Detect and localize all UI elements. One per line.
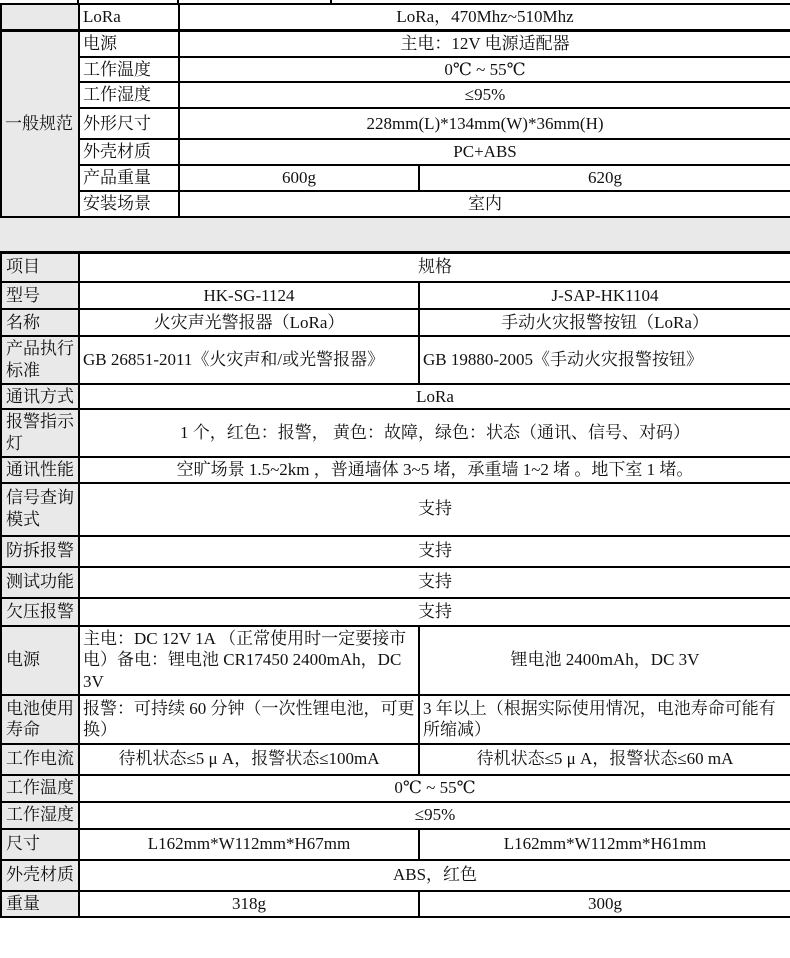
- section-label-general: 一般规范: [1, 30, 79, 216]
- row-label-outer-size: 外形尺寸: [79, 108, 179, 139]
- row-label-shell-material-2: 外壳材质: [1, 860, 79, 891]
- row-label-test-func: 测试功能: [1, 567, 79, 598]
- value-dimensions-left: L162mm*W112mm*H67mm: [79, 829, 419, 860]
- row-label-work-temp: 工作温度: [1, 775, 79, 802]
- row-label-model: 型号: [1, 282, 79, 309]
- value-model-right: J-SAP-HK1104: [419, 282, 790, 309]
- value-shell-material-2: ABS，红色: [79, 860, 790, 891]
- value-lora: LoRa，470Mhz~510Mhz: [179, 4, 790, 30]
- cropped-row-border-stubs: [0, 0, 790, 3]
- value-name-right: 手动火灾报警按钮（LoRa）: [419, 309, 790, 336]
- table-row-shell-material-2: [1, 860, 790, 891]
- value-standard-right: GB 19880-2005《手动火灾报警按钮》: [419, 336, 790, 384]
- table-row-work-temp: [1, 775, 790, 802]
- column-header-spec: 规格: [79, 252, 790, 282]
- table-row-comm-mode: [1, 384, 790, 410]
- value-current-left: 待机状态≤5 μ A，报警状态≤100mA: [79, 744, 419, 775]
- table-row-dimensions: [1, 829, 790, 860]
- table-row-weight: [1, 891, 790, 917]
- row-label-power: 电源: [79, 30, 179, 56]
- row-label-standard: 产品执行标准: [1, 336, 79, 384]
- table-row-operating-humidity: [1, 82, 790, 108]
- row-label-comm-perf: 通讯性能: [1, 457, 79, 483]
- value-signal-query: 支持: [79, 483, 790, 536]
- row-label-name: 名称: [1, 309, 79, 336]
- value-dimensions-right: L162mm*W112mm*H61mm: [419, 829, 790, 860]
- value-product-weight-right: 620g: [419, 165, 790, 191]
- value-battery-life-left: 报警：可持续 60 分钟（一次性锂电池，可更换）: [79, 695, 419, 744]
- value-operating-humidity: ≤95%: [179, 82, 790, 108]
- table-row-work-humidity: [1, 802, 790, 829]
- table-row-lora: [1, 4, 790, 30]
- table-row-current: [1, 744, 790, 775]
- value-outer-size: 228mm(L)*134mm(W)*36mm(H): [179, 108, 790, 139]
- table-row-header: [1, 252, 790, 282]
- row-label-power-supply: 电源: [1, 626, 79, 695]
- row-label-low-volt: 欠压报警: [1, 598, 79, 626]
- value-weight-left: 318g: [79, 891, 419, 917]
- table-row-power: [1, 30, 790, 56]
- table-row-standard: [1, 336, 790, 384]
- table-row-battery-life: [1, 695, 790, 744]
- value-current-right: 待机状态≤5 μ A，报警状态≤60 mA: [419, 744, 790, 775]
- table-row-low-volt: [1, 598, 790, 626]
- table-row-signal-query: [1, 483, 790, 536]
- item-spec-table: [0, 251, 790, 918]
- value-power-supply-left: 主电：DC 12V 1A （正常使用时一定要接市电）备电：锂电池 CR17450 2400mAh，DC 3V: [79, 626, 419, 695]
- table-row-indicator: [1, 409, 790, 457]
- general-spec-table: [0, 3, 790, 218]
- row-label-operating-temp: 工作温度: [79, 57, 179, 83]
- table-gap-band: [0, 218, 790, 251]
- column-header-item: 项目: [1, 252, 79, 282]
- value-name-left: 火灾声光警报器（LoRa）: [79, 309, 419, 336]
- value-product-weight-left: 600g: [179, 165, 419, 191]
- value-operating-temp: 0℃ ~ 55℃: [179, 57, 790, 83]
- value-comm-mode: LoRa: [79, 384, 790, 410]
- value-standard-left: GB 26851-2011《火灾声和/或光警报器》: [79, 336, 419, 384]
- value-battery-life-right: 3 年以上（根据实际使用情况，电池寿命可能有所缩减）: [419, 695, 790, 744]
- value-tamper: 支持: [79, 536, 790, 567]
- row-label-install-scene: 安装场景: [79, 191, 179, 217]
- row-label-work-humidity: 工作湿度: [1, 802, 79, 829]
- value-low-volt: 支持: [79, 598, 790, 626]
- table-row-model: [1, 282, 790, 309]
- value-model-left: HK-SG-1124: [79, 282, 419, 309]
- row-label-operating-humidity: 工作湿度: [79, 82, 179, 108]
- value-work-temp: 0℃ ~ 55℃: [79, 775, 790, 802]
- row-label-signal-query: 信号查询模式: [1, 483, 79, 536]
- table-row-test-func: [1, 567, 790, 598]
- row-label-lora: LoRa: [79, 4, 179, 30]
- value-power-supply-right: 锂电池 2400mAh，DC 3V: [419, 626, 790, 695]
- table-row-shell-material: [1, 139, 790, 165]
- row-label-dimensions: 尺寸: [1, 829, 79, 860]
- value-power: 主电：12V 电源适配器: [179, 30, 790, 56]
- table-row-outer-size: [1, 108, 790, 139]
- value-test-func: 支持: [79, 567, 790, 598]
- row-label-battery-life: 电池使用寿命: [1, 695, 79, 744]
- section-corner-cell: [1, 4, 79, 30]
- table-row-power-supply: [1, 626, 790, 695]
- row-label-weight: 重量: [1, 891, 79, 917]
- value-indicator: 1 个，红色：报警， 黄色：故障，绿色：状态（通讯、信号、对码）: [79, 409, 790, 457]
- row-label-current: 工作电流: [1, 744, 79, 775]
- value-comm-perf: 空旷场景 1.5~2km ，普通墙体 3~5 堵，承重墙 1~2 堵 。地下室 1 堵。: [79, 457, 790, 483]
- table-row-operating-temp: [1, 57, 790, 83]
- table-row-comm-perf: [1, 457, 790, 483]
- table-row-tamper: [1, 536, 790, 567]
- value-shell-material: PC+ABS: [179, 139, 790, 165]
- table-row-product-weight: [1, 165, 790, 191]
- value-weight-right: 300g: [419, 891, 790, 917]
- table-row-install-scene: [1, 191, 790, 217]
- row-label-shell-material: 外壳材质: [79, 139, 179, 165]
- value-work-humidity: ≤95%: [79, 802, 790, 829]
- value-install-scene: 室内: [179, 191, 790, 217]
- row-label-comm-mode: 通讯方式: [1, 384, 79, 410]
- table-row-name: [1, 309, 790, 336]
- row-label-indicator: 报警指示灯: [1, 409, 79, 457]
- row-label-product-weight: 产品重量: [79, 165, 179, 191]
- row-label-tamper: 防拆报警: [1, 536, 79, 567]
